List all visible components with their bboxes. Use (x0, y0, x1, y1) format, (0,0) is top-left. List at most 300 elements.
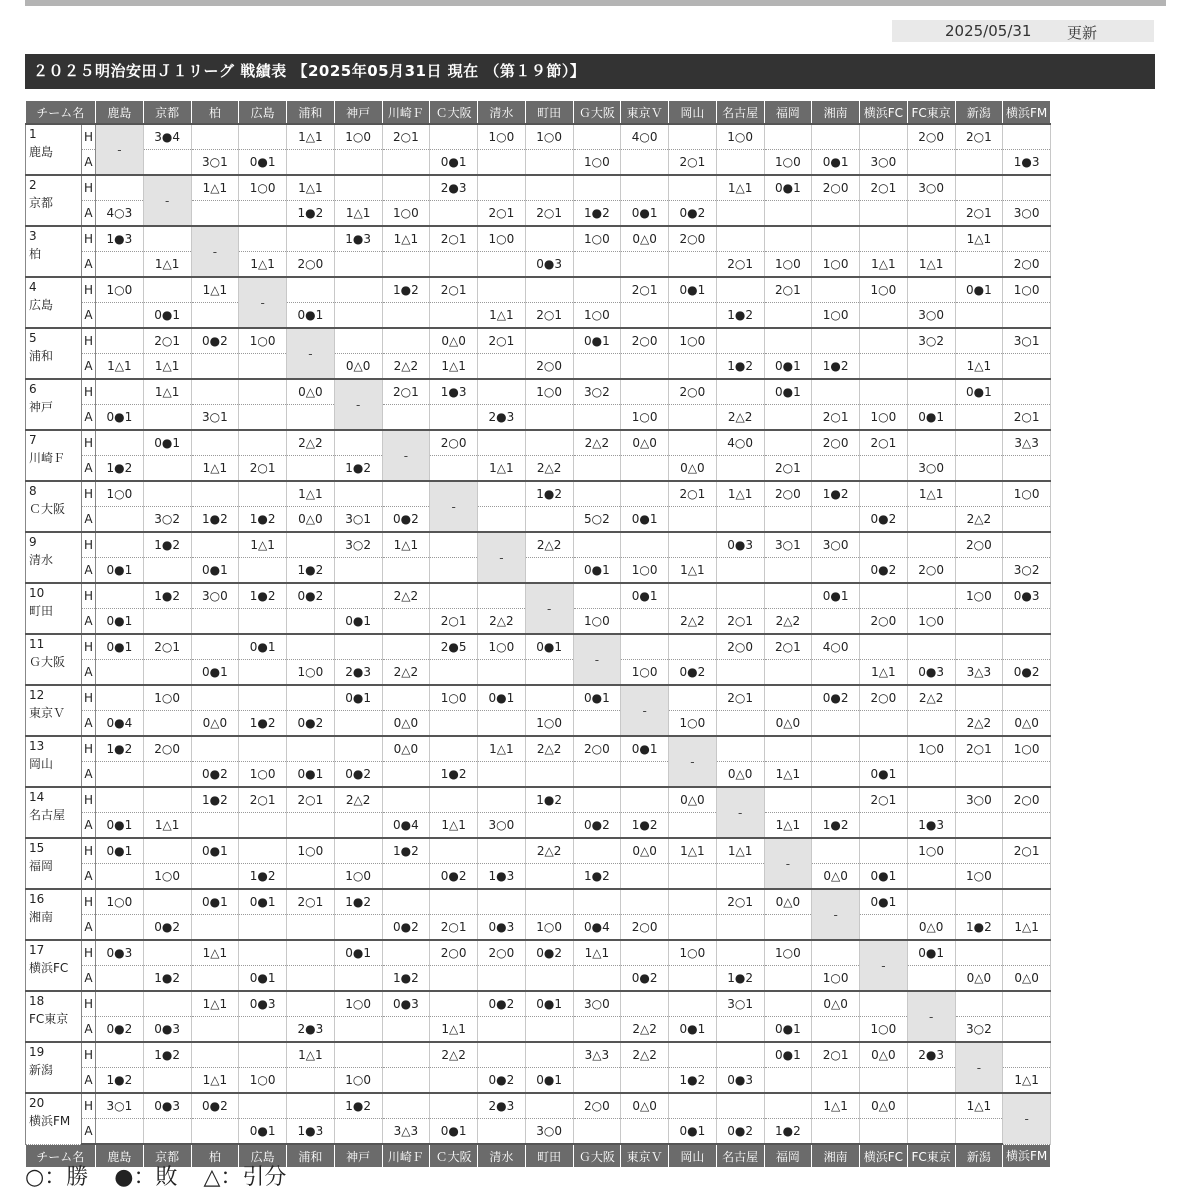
result-cell (287, 150, 335, 176)
result-cell (1003, 762, 1051, 788)
result-cell (287, 685, 335, 711)
result-cell: 1△1 (1003, 915, 1051, 941)
team-name: 鹿島 (29, 145, 54, 159)
result-cell: 2○1 (1003, 405, 1051, 431)
result-cell: 0●2 (334, 762, 382, 788)
result-cell: 0●2 (430, 864, 478, 890)
away-label: A (82, 354, 96, 380)
result-cell: 0△0 (955, 966, 1003, 992)
column-header: 柏 (191, 1144, 239, 1167)
result-cell (525, 328, 573, 354)
result-cell: 2○1 (430, 277, 478, 303)
result-cell: 1○0 (812, 252, 860, 278)
result-cell (430, 711, 478, 737)
result-cell: 2○1 (287, 889, 335, 915)
result-cell: 1△1 (430, 813, 478, 839)
result-cell (287, 226, 335, 252)
result-cell: 2△2 (573, 430, 621, 456)
result-cell: 2△2 (525, 736, 573, 762)
result-cell (716, 379, 764, 405)
result-cell: 0●1 (764, 1042, 812, 1068)
result-cell: 0●1 (334, 685, 382, 711)
result-cell: 1△1 (382, 532, 430, 558)
result-cell (860, 532, 908, 558)
table-row (26, 1068, 1051, 1094)
result-cell: 1●3 (334, 226, 382, 252)
home-label: H (82, 379, 96, 405)
result-cell (621, 481, 669, 507)
result-cell (1003, 456, 1051, 482)
result-cell: 0●2 (669, 201, 717, 227)
diagonal-cell: - (334, 379, 382, 430)
result-cell (525, 430, 573, 456)
result-cell (430, 405, 478, 431)
column-header: 川崎Ｆ (382, 1144, 430, 1167)
result-cell: 2○1 (955, 201, 1003, 227)
result-cell (621, 787, 669, 813)
result-cell: 2○1 (525, 303, 573, 329)
team-name: 名古屋 (29, 808, 66, 822)
result-cell: 0●1 (239, 889, 287, 915)
result-cell: 3○1 (191, 405, 239, 431)
result-cell (860, 303, 908, 329)
column-header: 鹿島 (96, 101, 144, 124)
result-cell (955, 685, 1003, 711)
result-cell: 0●3 (96, 940, 144, 966)
result-cell: 0●1 (239, 966, 287, 992)
result-cell: 0●3 (143, 1093, 191, 1119)
team-cell (26, 124, 82, 175)
result-cell: 0●1 (669, 1119, 717, 1145)
result-cell: 2○0 (573, 1093, 621, 1119)
result-cell (478, 175, 526, 201)
result-cell (143, 991, 191, 1017)
result-cell (334, 328, 382, 354)
result-cell (955, 481, 1003, 507)
result-cell: 0●1 (669, 277, 717, 303)
result-cell: 1△1 (907, 252, 955, 278)
table-row (26, 328, 1051, 354)
column-header: 浦和 (287, 1144, 335, 1167)
result-cell: 0●1 (525, 1068, 573, 1094)
result-cell: 1○0 (907, 838, 955, 864)
result-cell: 0△0 (621, 1093, 669, 1119)
standings-table (25, 101, 1051, 1167)
result-cell (191, 813, 239, 839)
result-cell (1003, 532, 1051, 558)
result-cell: 0●1 (239, 150, 287, 176)
result-cell: 1●2 (143, 532, 191, 558)
result-cell: 1△1 (191, 1068, 239, 1094)
home-label: H (82, 328, 96, 354)
result-cell (239, 940, 287, 966)
team-name: 新潟 (29, 1063, 54, 1077)
result-cell: 1△1 (287, 1042, 335, 1068)
result-cell (573, 1119, 621, 1145)
result-cell: 1△1 (716, 175, 764, 201)
diagonal-cell: - (1003, 1093, 1051, 1144)
team-cell (26, 430, 82, 481)
result-cell (287, 1093, 335, 1119)
result-cell (573, 532, 621, 558)
result-cell: 0●1 (525, 991, 573, 1017)
away-label: A (82, 1119, 96, 1145)
result-cell (860, 634, 908, 660)
result-cell: 1●2 (143, 583, 191, 609)
result-cell: 2△2 (382, 354, 430, 380)
result-cell: 4○0 (812, 634, 860, 660)
result-cell: 0●2 (191, 328, 239, 354)
result-cell (430, 201, 478, 227)
result-cell (143, 787, 191, 813)
result-cell (143, 889, 191, 915)
table-row (26, 150, 1051, 176)
result-cell (430, 838, 478, 864)
result-cell: 0●1 (191, 889, 239, 915)
result-cell: 2●3 (478, 1093, 526, 1119)
result-cell: 0●1 (430, 1119, 478, 1145)
team-cell (26, 787, 82, 838)
result-cell (287, 991, 335, 1017)
result-cell (764, 966, 812, 992)
column-header: 岡山 (669, 101, 717, 124)
result-cell (573, 838, 621, 864)
result-cell (812, 609, 860, 635)
legend (25, 1160, 312, 1191)
result-cell: 0●1 (191, 838, 239, 864)
result-cell: 1△1 (478, 736, 526, 762)
result-cell: 1○0 (525, 379, 573, 405)
diagonal-cell: - (716, 787, 764, 838)
result-cell (573, 405, 621, 431)
home-label: H (82, 685, 96, 711)
result-cell: 3○1 (1003, 328, 1051, 354)
result-cell (430, 303, 478, 329)
result-cell (430, 736, 478, 762)
result-cell: 1△1 (287, 175, 335, 201)
result-cell: 1●2 (143, 966, 191, 992)
result-cell (764, 201, 812, 227)
result-cell: 1●2 (191, 507, 239, 533)
result-cell: 5○2 (573, 507, 621, 533)
result-cell: 2○0 (478, 940, 526, 966)
result-cell (716, 328, 764, 354)
result-cell: 1○0 (669, 940, 717, 966)
result-cell (764, 303, 812, 329)
column-header: 清水 (478, 101, 526, 124)
result-cell: 1●2 (764, 1119, 812, 1145)
result-cell (955, 405, 1003, 431)
result-cell (525, 1042, 573, 1068)
result-cell (191, 201, 239, 227)
result-cell (812, 558, 860, 584)
result-cell: 2○1 (716, 252, 764, 278)
home-label: H (82, 124, 96, 150)
result-cell: 3○1 (96, 1093, 144, 1119)
result-cell (907, 634, 955, 660)
result-cell: 1○0 (621, 660, 669, 686)
result-cell: 3○0 (478, 813, 526, 839)
result-cell (1003, 354, 1051, 380)
result-cell: 3○2 (573, 379, 621, 405)
table-row (26, 1017, 1051, 1043)
result-cell: 1●2 (239, 864, 287, 890)
result-cell (860, 1119, 908, 1145)
result-cell: 1●2 (573, 864, 621, 890)
result-cell (669, 1093, 717, 1119)
result-cell (525, 1017, 573, 1043)
result-cell: 0●2 (96, 1017, 144, 1043)
result-cell (287, 966, 335, 992)
result-cell (191, 609, 239, 635)
team-cell (26, 736, 82, 787)
home-label: H (82, 481, 96, 507)
result-cell (239, 124, 287, 150)
result-cell (669, 252, 717, 278)
table-row (26, 507, 1051, 533)
result-cell (382, 940, 430, 966)
result-cell (96, 379, 144, 405)
team-number: 16 (29, 892, 45, 906)
result-cell (96, 762, 144, 788)
result-cell (525, 1093, 573, 1119)
result-cell (96, 685, 144, 711)
result-cell (669, 1042, 717, 1068)
home-label: H (82, 1042, 96, 1068)
legend-symbol: △ (203, 1165, 221, 1190)
result-cell (716, 940, 764, 966)
result-cell (764, 685, 812, 711)
result-cell: 1○0 (143, 685, 191, 711)
result-cell: 0●1 (239, 634, 287, 660)
result-cell: 1△1 (860, 252, 908, 278)
result-cell (430, 660, 478, 686)
legend-item: ○：勝 (25, 1165, 89, 1190)
diagonal-cell: - (143, 175, 191, 226)
result-cell (239, 1093, 287, 1119)
result-cell (1003, 303, 1051, 329)
result-cell (382, 864, 430, 890)
team-name: 横浜FC (29, 961, 69, 975)
result-cell: 1△1 (812, 1093, 860, 1119)
diagonal-cell: - (382, 430, 430, 481)
team-cell (26, 481, 82, 532)
result-cell: 2●3 (478, 405, 526, 431)
result-cell: 0△0 (287, 379, 335, 405)
result-cell: 0△0 (716, 762, 764, 788)
result-cell: 1●2 (96, 736, 144, 762)
result-cell: 2○1 (860, 787, 908, 813)
result-cell: 1○0 (716, 124, 764, 150)
result-cell (955, 175, 1003, 201)
result-cell: 2○0 (764, 481, 812, 507)
result-cell (382, 1017, 430, 1043)
table-row (26, 940, 1051, 966)
column-header: 湘南 (812, 101, 860, 124)
result-cell: 3○0 (812, 532, 860, 558)
result-cell (382, 558, 430, 584)
result-cell (143, 456, 191, 482)
result-cell (716, 583, 764, 609)
result-cell: 1●2 (621, 813, 669, 839)
result-cell: 2●3 (287, 1017, 335, 1043)
result-cell (191, 354, 239, 380)
result-cell: 1○0 (287, 660, 335, 686)
result-cell: 3○2 (1003, 558, 1051, 584)
result-cell: 1●2 (239, 711, 287, 737)
result-cell (525, 507, 573, 533)
result-cell (907, 277, 955, 303)
diagonal-cell: - (96, 124, 144, 175)
column-header: 京都 (143, 1144, 191, 1167)
result-cell (907, 150, 955, 176)
result-cell: 1●2 (525, 787, 573, 813)
table-row (26, 583, 1051, 609)
result-cell (621, 532, 669, 558)
result-cell (860, 915, 908, 941)
result-cell (860, 481, 908, 507)
result-cell: 2○1 (764, 634, 812, 660)
result-cell (860, 736, 908, 762)
result-cell (669, 124, 717, 150)
result-cell (525, 889, 573, 915)
result-cell (669, 915, 717, 941)
away-label: A (82, 303, 96, 329)
result-cell: 2○1 (1003, 838, 1051, 864)
result-cell (669, 864, 717, 890)
result-cell (334, 1119, 382, 1145)
result-cell: 0△0 (382, 711, 430, 737)
column-header: 横浜FM (1003, 1144, 1051, 1167)
result-cell (143, 940, 191, 966)
result-cell (430, 124, 478, 150)
result-cell (621, 762, 669, 788)
result-cell: 1●2 (812, 354, 860, 380)
result-cell: 1△1 (191, 175, 239, 201)
result-cell (621, 864, 669, 890)
result-cell: 1○0 (812, 966, 860, 992)
result-cell (907, 1068, 955, 1094)
result-cell (334, 277, 382, 303)
team-cell (26, 379, 82, 430)
result-cell (812, 762, 860, 788)
column-header: 福岡 (764, 1144, 812, 1167)
diagonal-cell: - (573, 634, 621, 685)
result-cell (764, 915, 812, 941)
team-number: 15 (29, 841, 45, 855)
team-cell (26, 889, 82, 940)
result-cell (96, 1042, 144, 1068)
result-cell (239, 838, 287, 864)
result-cell: 3○0 (907, 456, 955, 482)
result-cell: 0●1 (907, 405, 955, 431)
result-cell (478, 966, 526, 992)
result-cell: 2○0 (907, 558, 955, 584)
result-cell: 1○0 (860, 1017, 908, 1043)
result-cell: 2○0 (287, 252, 335, 278)
result-cell: 0●1 (621, 507, 669, 533)
result-cell: 1●2 (239, 583, 287, 609)
away-label: A (82, 660, 96, 686)
result-cell (96, 864, 144, 890)
result-cell: 2○0 (860, 685, 908, 711)
result-cell (860, 583, 908, 609)
result-cell: 3○1 (716, 991, 764, 1017)
result-cell (334, 838, 382, 864)
result-cell: 0●1 (334, 940, 382, 966)
column-header: 鹿島 (96, 1144, 144, 1167)
result-cell (1003, 634, 1051, 660)
legend-text: 引分 (242, 1165, 287, 1190)
result-cell (669, 966, 717, 992)
result-cell: 0●1 (191, 558, 239, 584)
result-cell (478, 660, 526, 686)
result-cell (191, 634, 239, 660)
result-cell: 2○0 (430, 430, 478, 456)
result-cell (334, 252, 382, 278)
result-cell (96, 660, 144, 686)
result-cell (669, 889, 717, 915)
result-cell: 1○0 (334, 991, 382, 1017)
result-cell (907, 226, 955, 252)
column-header: 川崎Ｆ (382, 101, 430, 124)
result-cell (955, 813, 1003, 839)
result-cell (239, 558, 287, 584)
result-cell (669, 405, 717, 431)
result-cell (1003, 1017, 1051, 1043)
team-name: Ｃ大阪 (29, 502, 66, 516)
result-cell (96, 175, 144, 201)
result-cell (287, 277, 335, 303)
result-cell: 0●3 (239, 991, 287, 1017)
team-number: 5 (29, 331, 37, 345)
result-cell: 3△3 (955, 660, 1003, 686)
result-cell: 1○0 (96, 889, 144, 915)
result-cell: 0●1 (430, 150, 478, 176)
result-cell: 2○0 (812, 430, 860, 456)
result-cell (430, 252, 478, 278)
result-cell: 1△1 (955, 354, 1003, 380)
result-cell: 1△1 (430, 1017, 478, 1043)
result-cell: 0●1 (621, 736, 669, 762)
legend-item: ●：敗 (114, 1165, 178, 1190)
result-cell (812, 660, 860, 686)
result-cell: 0●2 (525, 940, 573, 966)
team-name: 湘南 (29, 910, 54, 924)
team-number: 4 (29, 280, 37, 294)
result-cell (812, 379, 860, 405)
result-cell: 0●1 (860, 762, 908, 788)
column-header: 東京Ｖ (621, 1144, 669, 1167)
result-cell (382, 1042, 430, 1068)
result-cell (191, 966, 239, 992)
home-label: H (82, 991, 96, 1017)
result-cell (573, 762, 621, 788)
result-cell (143, 609, 191, 635)
result-cell (191, 864, 239, 890)
result-cell (382, 609, 430, 635)
result-cell (239, 609, 287, 635)
result-cell: 0●4 (573, 915, 621, 941)
result-cell: 1●2 (143, 1042, 191, 1068)
result-cell: 1○0 (669, 711, 717, 737)
result-cell (907, 354, 955, 380)
result-cell: 1○0 (573, 609, 621, 635)
result-cell (143, 1119, 191, 1145)
table-row (26, 634, 1051, 660)
result-cell: 4○0 (621, 124, 669, 150)
column-header: 町田 (525, 101, 573, 124)
